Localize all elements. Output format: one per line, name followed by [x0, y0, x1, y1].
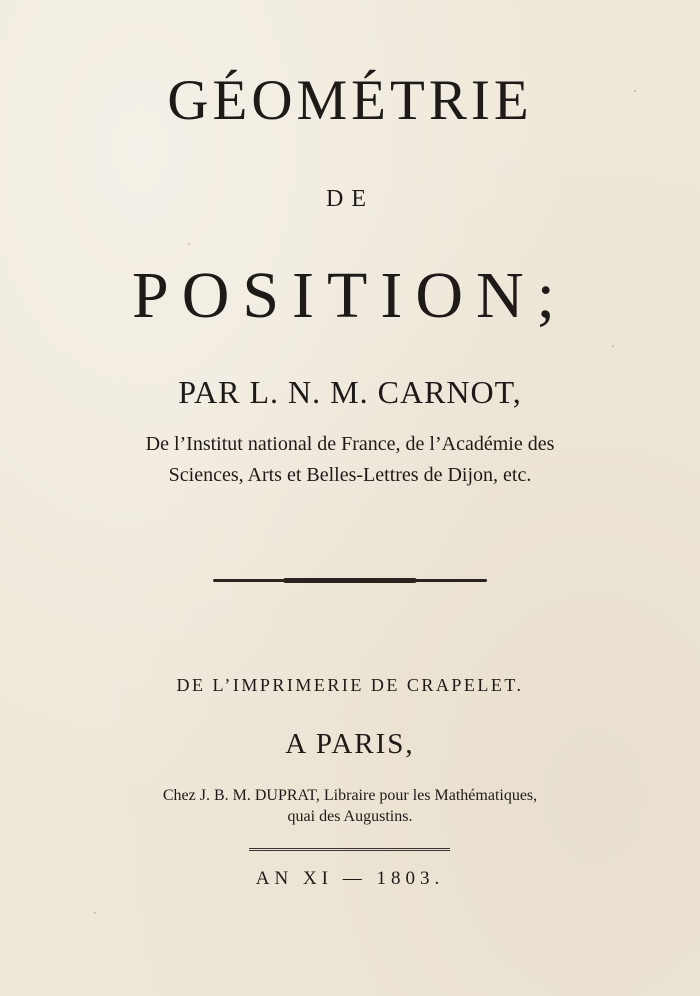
- author-byline: PAR L. N. M. CARNOT,: [178, 374, 522, 410]
- publisher-line-2: quai des Augustins.: [287, 808, 413, 825]
- double-rule: [249, 848, 450, 849]
- paper-speck: [94, 912, 96, 914]
- printer-line: DE L’IMPRIMERIE DE CRAPELET.: [176, 675, 524, 695]
- author-affiliation-line-2: Sciences, Arts et Belles-Lettres de Dijon, etc.: [168, 464, 532, 486]
- paper-speck: [612, 345, 614, 347]
- city-line: A PARIS,: [285, 728, 415, 760]
- paper-speck: [634, 90, 636, 92]
- author-affiliation-line-1: De l’Institut national de France, de l’Académie des: [145, 433, 555, 455]
- publisher-line-1: Chez J. B. M. DUPRAT, Libraire pour les Mathématiques,: [162, 787, 538, 804]
- title-line-de: DE: [326, 186, 374, 212]
- title-line-geometrie: GÉOMÉTRIE: [167, 69, 533, 132]
- decorative-rule: [213, 579, 487, 582]
- paper-speck: [188, 243, 190, 245]
- publication-date: AN XI — 1803.: [255, 868, 445, 889]
- title-line-position: POSITION;: [131, 259, 568, 332]
